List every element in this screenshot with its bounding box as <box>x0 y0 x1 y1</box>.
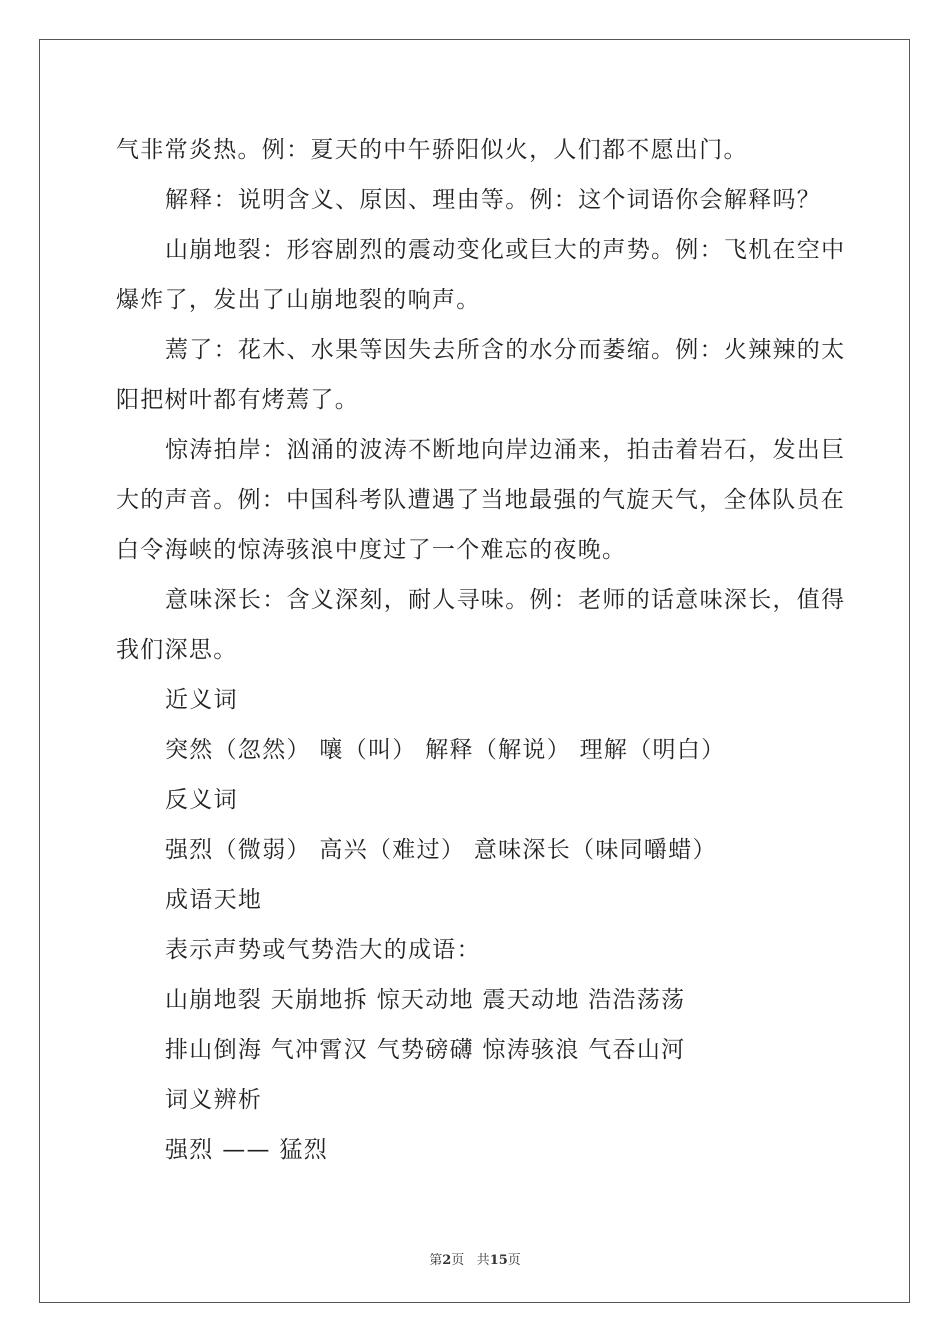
footer-total-prefix: 共 <box>476 1253 490 1268</box>
text-line: 解释：说明含义、原因、理由等。例：这个词语你会解释吗？ <box>165 187 822 213</box>
text-line: 惊涛拍岸：汹涌的波涛不断地向岸边涌来，拍击着岩石，发出巨 <box>165 437 846 463</box>
footer-total-suffix: 页 <box>507 1253 521 1268</box>
text-line: 我们深思。 <box>116 637 238 663</box>
text-line: 突然（忽然） 嚷（叫） 解释（解说） 理解（明白） <box>165 737 726 763</box>
text-line: 蔫了：花木、水果等因失去所含的水分而萎缩。例：火辣辣的太 <box>165 337 846 363</box>
text-line: 气非常炎热。例：夏天的中午骄阳似火，人们都不愿出门。 <box>116 137 748 163</box>
text-line: 表示声势或气势浩大的成语： <box>165 937 481 963</box>
footer-total-pages: 15 <box>489 1253 508 1268</box>
text-line: 强烈 —— 猛烈 <box>165 1137 329 1163</box>
text-line: 近义词 <box>165 687 238 713</box>
text-line: 山崩地裂 天崩地拆 惊天动地 震天动地 浩浩荡荡 <box>165 987 686 1013</box>
footer-page-prefix: 第 <box>429 1253 443 1268</box>
text-line: 山崩地裂：形容剧烈的震动变化或巨大的声势。例：飞机在空中 <box>165 237 846 263</box>
page-footer <box>0 1249 950 1268</box>
footer-page-suffix: 页 <box>451 1253 465 1268</box>
text-line: 大的声音。例：中国科考队遭遇了当地最强的气旋天气，全体队员在 <box>116 487 845 513</box>
text-line: 白令海峡的惊涛骇浪中度过了一个难忘的夜晚。 <box>116 537 627 563</box>
text-line: 阳把树叶都有烤蔫了。 <box>116 387 359 413</box>
text-line: 排山倒海 气冲霄汉 气势磅礴 惊涛骇浪 气吞山河 <box>165 1037 686 1063</box>
footer-page-number: 2 <box>442 1253 452 1268</box>
document-body <box>116 125 846 1175</box>
text-line: 反义词 <box>165 787 238 813</box>
text-line: 意味深长：含义深刻，耐人寻味。例：老师的话意味深长，值得 <box>165 587 846 613</box>
text-line: 词义辨析 <box>165 1087 263 1113</box>
text-line: 成语天地 <box>165 887 263 913</box>
text-line: 强烈（微弱） 高兴（难过） 意味深长（味同嚼蜡） <box>165 837 717 863</box>
text-line: 爆炸了，发出了山崩地裂的响声。 <box>116 287 481 313</box>
